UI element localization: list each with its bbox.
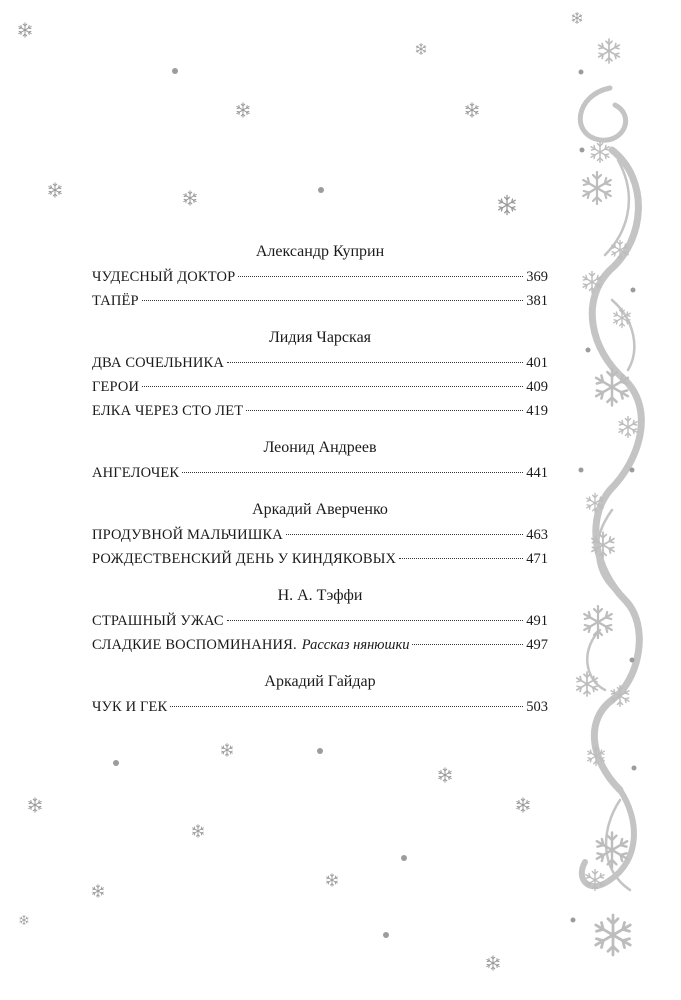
- snow-dot: [579, 70, 584, 75]
- snowflake-icon: [20, 915, 28, 925]
- toc-entry[interactable]: [92, 289, 548, 313]
- snow-dot: [317, 748, 323, 754]
- story-title: ДВА СОЧЕЛЬНИКА: [92, 355, 224, 371]
- toc-entry[interactable]: [92, 265, 548, 289]
- snowflake-icon: [583, 272, 601, 293]
- story-title: СТРАШНЫЙ УЖАС: [92, 613, 224, 629]
- story-title: СЛАДКИЕ ВОСПОМИНАНИЯ.: [92, 637, 297, 653]
- toc-section: [92, 242, 548, 313]
- snow-dot: [172, 68, 178, 74]
- toc-entry[interactable]: [92, 461, 548, 485]
- snowflake-icon: [49, 183, 61, 197]
- toc-section: [92, 672, 548, 719]
- dot-leader: [286, 534, 523, 535]
- snowflake-icon: [587, 493, 604, 512]
- snowflake-icon: [596, 915, 631, 955]
- snowflake-icon: [19, 23, 31, 37]
- toc-section: [92, 500, 548, 571]
- toc-entry[interactable]: [92, 351, 548, 375]
- snowflake-icon: [487, 956, 499, 970]
- page-number: 401: [526, 355, 548, 371]
- dot-leader: [142, 300, 524, 301]
- snowflake-icon: [597, 832, 627, 867]
- dot-leader: [412, 644, 523, 645]
- snow-dot: [586, 348, 591, 353]
- snowflake-icon: [466, 103, 478, 117]
- snowflake-icon: [499, 195, 516, 214]
- toc-entry[interactable]: [92, 633, 548, 657]
- story-title: ЧУК И ГЕК: [92, 699, 168, 715]
- snowflake-icon: [221, 744, 232, 757]
- snowflake-icon: [619, 417, 637, 438]
- toc-section: [92, 328, 548, 423]
- dot-leader: [170, 706, 523, 707]
- snowflake-icon: [614, 308, 631, 327]
- page-number: 441: [526, 465, 548, 481]
- story-title: ПРОДУВНОЙ МАЛЬЧИШКА: [92, 527, 283, 543]
- story-title: ТАПЁР: [92, 293, 139, 309]
- page-number: 409: [526, 379, 548, 395]
- toc-entry[interactable]: [92, 375, 548, 399]
- snowflake-icon: [29, 798, 41, 812]
- page-number: 497: [526, 637, 548, 653]
- dot-leader: [182, 472, 523, 473]
- author-name: Аркадий Аверченко: [252, 501, 388, 518]
- snowflake-icon: [326, 874, 337, 887]
- page-number: 381: [526, 293, 548, 309]
- snow-dot: [318, 187, 324, 193]
- snow-dot: [579, 468, 584, 473]
- snowflake-icon: [586, 870, 604, 891]
- toc-section: [92, 438, 548, 485]
- snow-dot: [383, 932, 389, 938]
- snow-dot: [113, 760, 119, 766]
- snowflake-icon: [591, 142, 609, 163]
- dot-leader: [227, 362, 523, 363]
- author-name: Лидия Чарская: [268, 329, 372, 346]
- page-number: 463: [526, 527, 548, 543]
- toc-entry[interactable]: [92, 547, 548, 571]
- snow-dot: [571, 918, 576, 923]
- story-subtitle: Рассказ нянюшки: [301, 637, 410, 653]
- snowflake-icon: [572, 12, 582, 23]
- toc-entry[interactable]: [92, 609, 548, 633]
- dot-leader: [246, 410, 523, 411]
- author-name: Леонид Андреев: [263, 439, 377, 456]
- snowflake-icon: [611, 686, 629, 707]
- author-name: Н. А. Тэффи: [277, 587, 363, 604]
- snow-dot: [631, 288, 636, 293]
- toc-entry[interactable]: [92, 523, 548, 547]
- snowflake-icon: [592, 532, 614, 558]
- snowflake-icon: [612, 240, 629, 259]
- toc-entry[interactable]: [92, 399, 548, 423]
- story-title: ГЕРОИ: [92, 379, 140, 395]
- snowflake-icon: [192, 825, 203, 838]
- snowflake-icon: [517, 798, 529, 812]
- page-number: 491: [526, 613, 548, 629]
- dot-leader: [227, 620, 524, 621]
- page-number: 503: [526, 699, 548, 715]
- story-title: ЕЛКА ЧЕРЕЗ СТО ЛЕТ: [92, 403, 244, 419]
- snow-dot: [630, 468, 635, 473]
- toc-section: [92, 586, 548, 657]
- author-name: Александр Куприн: [255, 243, 385, 260]
- snowflake-icon: [596, 369, 628, 406]
- story-title: ЧУДЕСНЫЙ ДОКТОР: [92, 269, 236, 285]
- snow-dot: [630, 658, 635, 663]
- story-title: АНГЕЛОЧЕК: [92, 465, 180, 481]
- snowflake-icon: [416, 43, 426, 54]
- snowflake-icon: [237, 103, 249, 117]
- dot-leader: [238, 276, 523, 277]
- page-number: 419: [526, 403, 548, 419]
- dot-leader: [142, 386, 523, 387]
- snowflake-icon: [577, 672, 598, 696]
- snowflake-icon: [184, 191, 196, 205]
- snow-dot: [401, 855, 407, 861]
- snowflake-icon: [583, 172, 611, 204]
- swirl-ornament: [580, 88, 641, 890]
- toc-entry[interactable]: [92, 695, 548, 719]
- author-name: Аркадий Гайдар: [264, 673, 376, 690]
- table-of-contents: [92, 242, 548, 719]
- snowflake-icon: [439, 768, 451, 782]
- page-number: 471: [526, 551, 548, 567]
- snow-dot: [632, 766, 637, 771]
- snowflake-icon: [599, 39, 620, 63]
- snowflake-icon: [92, 885, 103, 898]
- snow-dot: [580, 148, 585, 153]
- story-title: РОЖДЕСТВЕНСКИЙ ДЕНЬ У КИНДЯКОВЫХ: [92, 551, 397, 567]
- snowflake-icon: [584, 606, 612, 638]
- snowflake-icon: [588, 746, 605, 765]
- dot-leader: [399, 558, 523, 559]
- page-number: 369: [526, 269, 548, 285]
